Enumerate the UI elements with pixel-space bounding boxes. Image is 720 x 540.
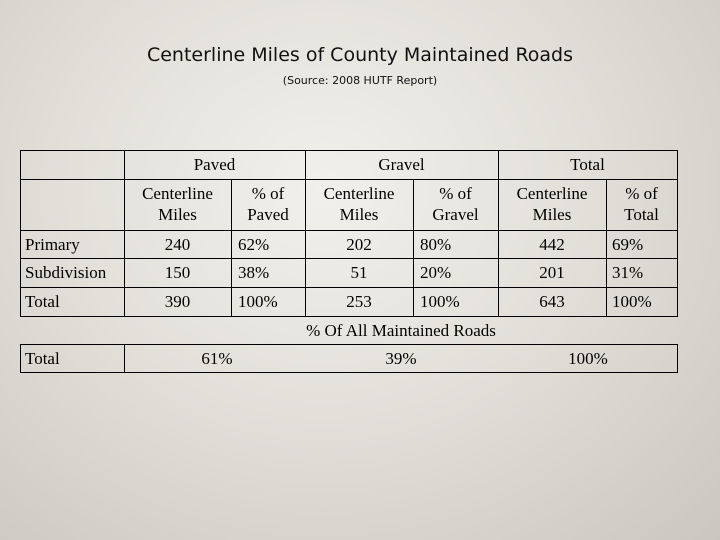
cell-gravel-miles: 253 (346, 292, 372, 311)
subheader-gravel-miles (305, 183, 413, 225)
cell-total-miles: 643 (539, 292, 565, 311)
subheader-text: Miles (532, 205, 572, 224)
subheader-total-pct (606, 183, 677, 225)
table-line (20, 150, 678, 151)
header-gravel: Gravel (378, 155, 425, 174)
subheader-total-miles (498, 183, 606, 225)
cell-paved-miles: 390 (164, 292, 191, 311)
cell-gravel-miles: 202 (346, 235, 372, 254)
subheader-text: Centerline (323, 184, 395, 203)
cell-gravel-pct: 80% (420, 235, 452, 254)
cell-total-pct: 100% (612, 292, 652, 311)
subheader-text: % of (251, 184, 285, 203)
page-subtitle: (Source: 2008 HUTF Report) (282, 74, 438, 87)
subheader-paved-miles (124, 183, 231, 225)
subheader-text: Miles (339, 205, 379, 224)
cell-gravel-miles: 51 (350, 263, 368, 282)
cell-total-pct: 69% (612, 235, 644, 254)
header-total: Total (570, 155, 605, 174)
table-line (20, 287, 678, 288)
cell-gravel-pct: 20% (420, 263, 452, 282)
table-line (20, 258, 678, 259)
table-line (20, 150, 21, 316)
subheader-text: Miles (158, 205, 197, 224)
subheader-gravel-pct (413, 183, 498, 225)
row-label: Primary (25, 235, 80, 254)
page-title: Centerline Miles of County Maintained Roads (146, 44, 574, 66)
table-line (20, 230, 678, 231)
table-line (20, 179, 678, 180)
cell-total-miles: 442 (539, 235, 565, 254)
subheader-text: Centerline (516, 184, 588, 203)
row-label: Total (25, 292, 60, 311)
all-roads-paved: 61% (201, 349, 233, 368)
all-roads-total: 100% (568, 349, 608, 368)
cell-paved-miles: 240 (164, 235, 191, 254)
row-label: Subdivision (25, 263, 107, 282)
cell-paved-miles: 150 (164, 263, 191, 282)
subheader-paved-pct (231, 183, 305, 225)
cell-paved-pct: 100% (238, 292, 278, 311)
cell-total-miles: 201 (539, 263, 565, 282)
all-roads-label: Total (25, 349, 60, 368)
table-line (20, 316, 678, 317)
header-paved: Paved (193, 155, 236, 174)
subheader-text: % of (625, 184, 658, 203)
all-roads-gravel: 39% (385, 349, 417, 368)
cell-gravel-pct: 100% (420, 292, 460, 311)
cell-paved-pct: 62% (238, 235, 270, 254)
subheader-text: Centerline (142, 184, 213, 203)
subheader-text: % of (439, 184, 472, 203)
all-roads-heading: % Of All Maintained Roads (306, 321, 496, 340)
cell-paved-pct: 38% (238, 263, 270, 282)
cell-total-pct: 31% (612, 263, 644, 282)
subheader-text: Total (624, 205, 659, 224)
subheader-text: Gravel (432, 205, 479, 224)
subheader-text: Paved (247, 205, 289, 224)
table-line (677, 150, 678, 316)
